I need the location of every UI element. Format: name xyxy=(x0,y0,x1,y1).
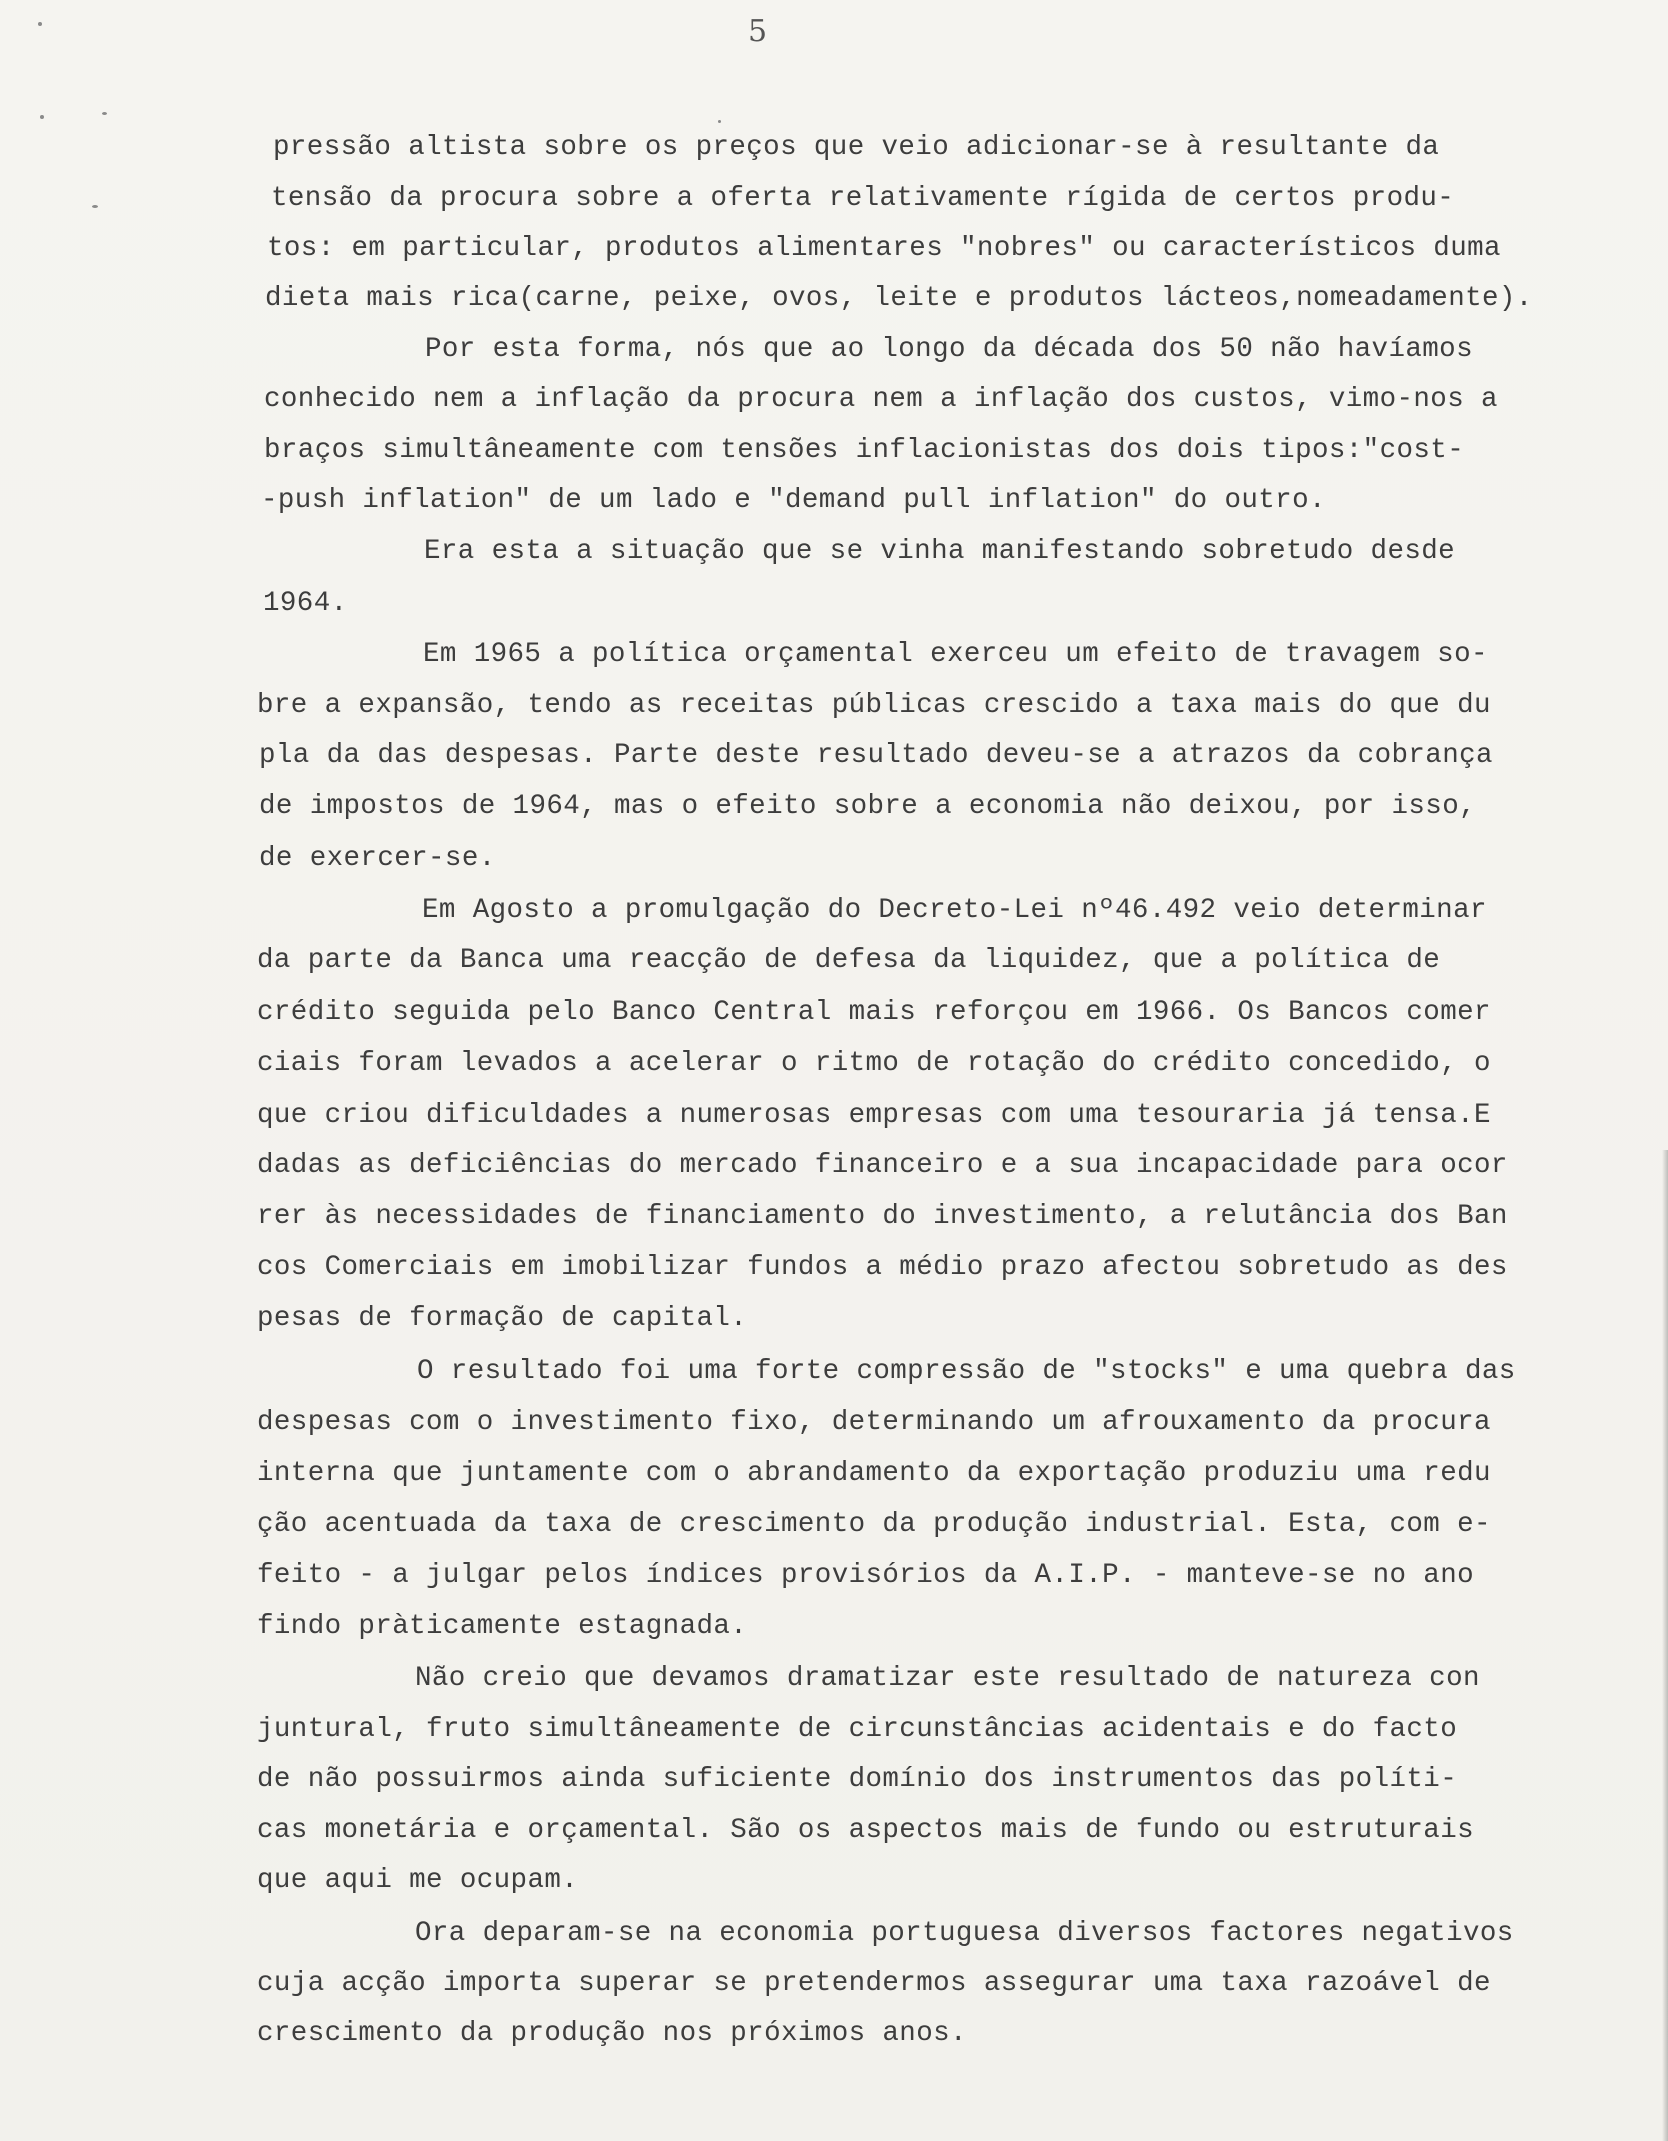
text-line: de não possuirmos ainda suficiente domínio dos instrumentos das políti- xyxy=(257,1764,1458,1795)
text-line: Por esta forma, nós que ao longo da década dos 50 não havíamos xyxy=(425,334,1473,365)
page-edge-shadow xyxy=(1662,1150,1668,2141)
text-line: interna que juntamente com o abrandamento da exportação produziu uma redu xyxy=(257,1458,1491,1489)
text-line: Não creio que devamos dramatizar este resultado de natureza con xyxy=(415,1663,1480,1694)
text-line: pesas de formação de capital. xyxy=(257,1303,748,1334)
margin-speck xyxy=(38,22,42,26)
text-line: ção acentuada da taxa de crescimento da produção industrial. Esta, com e- xyxy=(257,1509,1491,1540)
text-line: dieta mais rica(carne, peixe, ovos, leite e produtos lácteos,nomeadamente). xyxy=(265,283,1533,314)
text-line: cos Comerciais em imobilizar fundos a médio prazo afectou sobretudo as des xyxy=(257,1252,1508,1283)
text-line: pla da das despesas. Parte deste resultado deveu-se a atrazos da cobrança xyxy=(259,740,1493,771)
text-line: bre a expansão, tendo as receitas públicas crescido a taxa mais do que du xyxy=(257,690,1491,721)
text-line: crédito seguida pelo Banco Central mais reforçou em 1966. Os Bancos comer xyxy=(257,997,1491,1028)
margin-speck xyxy=(40,115,44,119)
text-line: tensão da procura sobre a oferta relativamente rígida de certos produ- xyxy=(271,183,1455,214)
text-line: O resultado foi uma forte compressão de "stocks" e uma quebra das xyxy=(417,1356,1516,1387)
text-line: despesas com o investimento fixo, determinando um afrouxamento da procura xyxy=(257,1407,1491,1438)
text-line: tos: em particular, produtos alimentares "nobres" ou característicos duma xyxy=(267,233,1501,264)
text-line: de impostos de 1964, mas o efeito sobre a economia não deixou, por isso, xyxy=(259,791,1476,822)
text-line: feito - a julgar pelos índices provisórios da A.I.P. - manteve-se no ano xyxy=(257,1560,1474,1591)
text-line: conhecido nem a inflação da procura nem a inflação dos custos, vimo-nos a xyxy=(264,384,1498,415)
text-line: Era esta a situação que se vinha manifestando sobretudo desde xyxy=(424,536,1456,567)
text-line: findo pràticamente estagnada. xyxy=(257,1611,748,1642)
text-line: -push inflation" de um lado e "demand pull inflation" do outro. xyxy=(261,485,1326,516)
text-line: Em Agosto a promulgação do Decreto-Lei nº46.492 veio determinar xyxy=(422,895,1487,926)
text-line: Ora deparam-se na economia portuguesa diversos factores negativos xyxy=(415,1918,1514,1949)
page-number: 5 xyxy=(748,14,768,49)
text-line: cas monetária e orçamental. São os aspectos mais de fundo ou estruturais xyxy=(257,1815,1474,1846)
text-line: dadas as deficiências do mercado financeiro e a sua incapacidade para ocor xyxy=(257,1150,1508,1181)
text-line: ciais foram levados a acelerar o ritmo de rotação do crédito concedido, o xyxy=(257,1048,1491,1079)
text-line: de exercer-se. xyxy=(259,843,496,874)
text-line: que criou dificuldades a numerosas empresas com uma tesouraria já tensa.E xyxy=(257,1100,1491,1131)
text-line: rer às necessidades de financiamento do investimento, a relutância dos Ban xyxy=(257,1201,1508,1232)
text-line: Em 1965 a política orçamental exerceu um efeito de travagem so- xyxy=(423,639,1488,670)
text-line: que aqui me ocupam. xyxy=(257,1865,579,1896)
text-line: da parte da Banca uma reacção de defesa da liquidez, que a política de xyxy=(257,945,1441,976)
text-line: juntural, fruto simultâneamente de circunstâncias acidentais e do facto xyxy=(257,1714,1458,1745)
margin-speck xyxy=(718,120,721,123)
margin-speck xyxy=(102,112,107,115)
text-line: braços simultâneamente com tensões inflacionistas dos dois tipos:"cost- xyxy=(264,435,1465,466)
text-line: 1964. xyxy=(263,588,348,619)
text-line: cuja acção importa superar se pretendermos assegurar uma taxa razoável de xyxy=(257,1968,1491,1999)
margin-speck xyxy=(92,205,98,208)
text-line: pressão altista sobre os preços que veio adicionar-se à resultante da xyxy=(273,132,1440,163)
text-line: crescimento da produção nos próximos anos. xyxy=(257,2018,967,2049)
